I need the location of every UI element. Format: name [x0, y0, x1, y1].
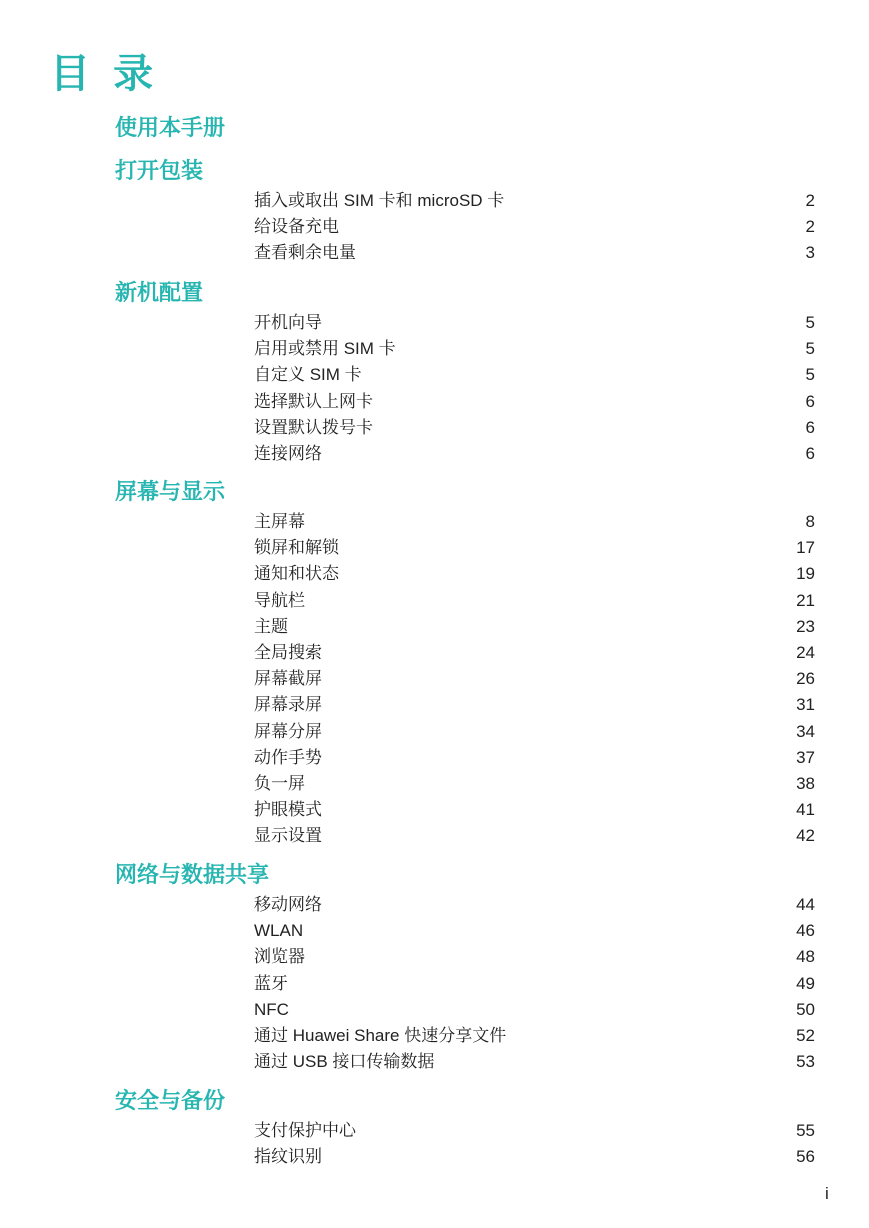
- toc-entry[interactable]: [254, 616, 815, 638]
- toc-entry-page: 50: [796, 1000, 815, 1019]
- toc-entry-title: WLAN: [254, 921, 304, 940]
- toc-entry[interactable]: [254, 1025, 815, 1047]
- toc-entry-title: 导航栏: [254, 591, 305, 610]
- toc-entry-title: 屏幕分屏: [254, 722, 322, 741]
- toc-entry[interactable]: [254, 920, 815, 942]
- toc-entry-page: 41: [796, 800, 815, 819]
- toc-entry-page: 19: [796, 564, 815, 583]
- toc-entry-title: 启用或禁用 SIM 卡: [254, 339, 396, 358]
- toc-entry[interactable]: [254, 242, 815, 264]
- toc-entry[interactable]: [254, 973, 815, 995]
- toc-entry-page: 46: [796, 921, 815, 940]
- toc-entry[interactable]: [254, 216, 815, 238]
- toc-entry-page: 2: [805, 191, 815, 210]
- toc-entry-page: 8: [805, 512, 815, 531]
- toc-entry-page: 6: [805, 444, 815, 463]
- toc-entry-title: 连接网络: [254, 444, 322, 463]
- toc-entry[interactable]: [254, 417, 815, 439]
- toc-entry-page: 44: [796, 895, 815, 914]
- toc-entry-title: 通过 Huawei Share 快速分享文件: [254, 1026, 507, 1045]
- toc-entry-page: 49: [796, 974, 815, 993]
- toc-entry-title: 通过 USB 接口传输数据: [254, 1052, 435, 1071]
- toc-entry-title: 通知和状态: [254, 564, 339, 583]
- toc-entry-page: 24: [796, 643, 815, 662]
- toc-entry-title: 蓝牙: [254, 974, 288, 993]
- toc-entry-page: 48: [796, 947, 815, 966]
- toc-entry-page: 21: [796, 591, 815, 610]
- toc-entry-title: 支付保护中心: [254, 1121, 356, 1140]
- toc-entry-title: 给设备充电: [254, 217, 339, 236]
- toc-entry-title: 查看剩余电量: [254, 243, 356, 262]
- toc-entry[interactable]: [254, 946, 815, 968]
- section-heading[interactable]: 打开包装: [115, 158, 204, 183]
- toc-entry-page: 5: [805, 365, 815, 384]
- toc-entry-title: 指纹识别: [254, 1147, 322, 1166]
- toc-entry-title: 浏览器: [254, 947, 305, 966]
- toc-entry[interactable]: [254, 511, 815, 533]
- page-title: 目 录: [50, 52, 160, 96]
- toc-entry-page: 37: [796, 748, 815, 767]
- toc-entry-title: 屏幕截屏: [254, 669, 322, 688]
- toc-entry-page: 26: [796, 669, 815, 688]
- toc-entry-title: 锁屏和解锁: [254, 538, 339, 557]
- toc-entry-page: 2: [805, 217, 815, 236]
- section-heading[interactable]: 屏幕与显示: [115, 479, 226, 504]
- toc-entry[interactable]: [254, 642, 815, 664]
- toc-entry-title: 主题: [254, 617, 288, 636]
- toc-entry-page: 6: [805, 418, 815, 437]
- toc-entry[interactable]: [254, 668, 815, 690]
- toc-entry-page: 42: [796, 826, 815, 845]
- toc-entry-page: 55: [796, 1121, 815, 1140]
- toc-entry-title: 移动网络: [254, 895, 322, 914]
- toc-entry-title: 负一屏: [254, 774, 305, 793]
- toc-entry[interactable]: [254, 364, 815, 386]
- toc-entry-page: 5: [805, 339, 815, 358]
- toc-entry[interactable]: [254, 1120, 815, 1142]
- toc-entry-page: 52: [796, 1026, 815, 1045]
- section-heading[interactable]: 新机配置: [115, 280, 204, 305]
- toc-entry-page: 6: [805, 392, 815, 411]
- section-heading[interactable]: 网络与数据共享: [115, 862, 270, 887]
- toc-entry[interactable]: [254, 590, 815, 612]
- toc-entry-page: 5: [805, 313, 815, 332]
- toc-entry-page: 17: [796, 538, 815, 557]
- toc-entry[interactable]: [254, 799, 815, 821]
- toc-entry[interactable]: [254, 747, 815, 769]
- toc-entry-title: NFC: [254, 1000, 289, 1019]
- toc-entry[interactable]: [254, 1146, 815, 1168]
- toc-entry-title: 动作手势: [254, 748, 322, 767]
- toc-entry-title: 选择默认上网卡: [254, 392, 373, 411]
- toc-entry[interactable]: [254, 443, 815, 465]
- toc-entry[interactable]: [254, 1051, 815, 1073]
- toc-entry[interactable]: [254, 721, 815, 743]
- toc-entry-page: 3: [805, 243, 815, 262]
- toc-entry-title: 设置默认拨号卡: [254, 418, 373, 437]
- toc-entry[interactable]: [254, 563, 815, 585]
- toc-entry[interactable]: [254, 999, 815, 1021]
- toc-entry[interactable]: [254, 391, 815, 413]
- toc-entry-title: 护眼模式: [254, 800, 322, 819]
- toc-entry[interactable]: [254, 694, 815, 716]
- toc-entry-title: 显示设置: [254, 826, 322, 845]
- toc-entry[interactable]: [254, 312, 815, 334]
- toc-entry[interactable]: [254, 894, 815, 916]
- toc-entry[interactable]: [254, 825, 815, 847]
- toc-entry-page: 23: [796, 617, 815, 636]
- toc-entry[interactable]: [254, 537, 815, 559]
- toc-entry-title: 全局搜索: [254, 643, 322, 662]
- toc-entry-title: 自定义 SIM 卡: [254, 365, 362, 384]
- toc-entry[interactable]: [254, 773, 815, 795]
- toc-entry-page: 31: [796, 695, 815, 714]
- section-heading[interactable]: 使用本手册: [115, 115, 226, 140]
- toc-entry-title: 开机向导: [254, 313, 322, 332]
- toc-entry-title: 主屏幕: [254, 512, 305, 531]
- toc-entry-title: 屏幕录屏: [254, 695, 322, 714]
- toc-entry[interactable]: [254, 338, 815, 360]
- toc-entry-page: 34: [796, 722, 815, 741]
- toc-entry-page: 53: [796, 1052, 815, 1071]
- section-heading[interactable]: 安全与备份: [115, 1088, 226, 1113]
- toc-entry-title: 插入或取出 SIM 卡和 microSD 卡: [254, 191, 505, 210]
- page-number: i: [825, 1184, 829, 1203]
- toc-entry[interactable]: [254, 190, 815, 212]
- toc-entry-page: 56: [796, 1147, 815, 1166]
- toc-entry-page: 38: [796, 774, 815, 793]
